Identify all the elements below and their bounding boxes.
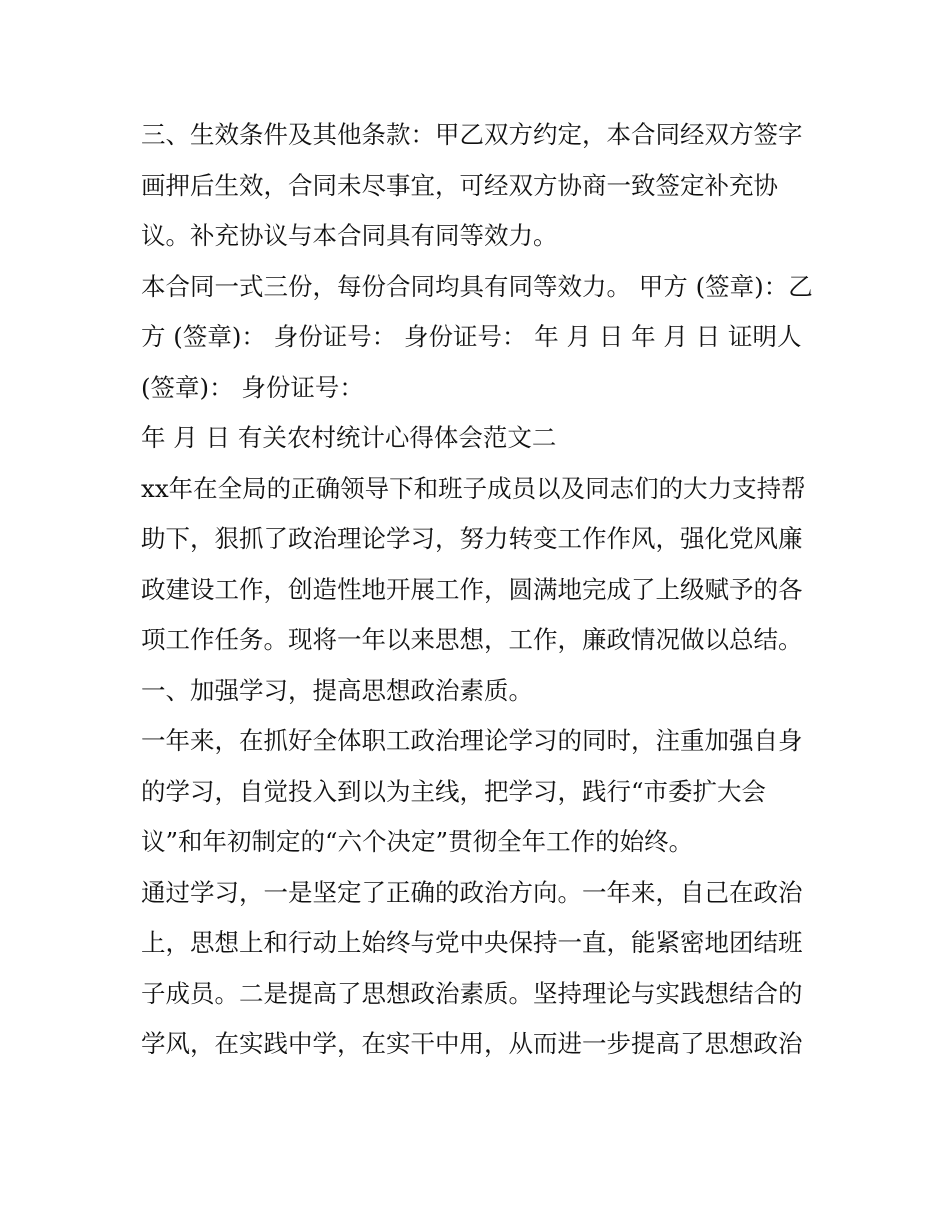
paragraph-study-results: 通过学习，一是坚定了正确的政治方向。一年来，自己在政治上，思想上和行动上始终与党中央保持一直，能紧密地团结班子成员。二是提高了思想政治素质。坚持理论与实践想结合的学风，在实践中学，在实干中用，从而进一步提高了思想政治: [141, 877, 803, 1058]
paragraph-effective-conditions: 三、生效条件及其他条款：甲乙双方约定，本合同经双方签字画押后生效，合同未尽事宜，可经双方协商一致签定补充协议。补充协议与本合同具有同等效力。: [141, 120, 803, 250]
section-heading-study: 一、加强学习，提高思想政治素质。: [141, 675, 533, 705]
document-body: [141, 110, 821, 1070]
paragraph-signatures: 本合同一式三份，每份合同均具有同等效力。 甲方 (签章)：乙方 (签章)： 身份证号： 身份证号： 年 月 日 年 月 日 证明人 (签章)： 身份证号：: [141, 271, 813, 402]
paragraph-date-and-title: 年 月 日 有关农村统计心得体会范文二: [141, 423, 557, 452]
paragraph-study-focus: 一年来，在抓好全体职工政治理论学习的同时，注重加强自身的学习，自觉投入到以为主线，把学习，践行“市委扩大会议”和年初制定的“六个决定”贯彻全年工作的始终。: [141, 726, 803, 856]
paragraph-intro: xx年在全局的正确领导下和班子成员以及同志们的大力支持帮助下，狠抓了政治理论学习，努力转变工作作风，强化党风廉政建设工作，创造性地开展工作，圆满地完成了上级赋予的各项工作任务。现将一年以来思想，工作，廉政情况做以总结。: [141, 473, 806, 654]
